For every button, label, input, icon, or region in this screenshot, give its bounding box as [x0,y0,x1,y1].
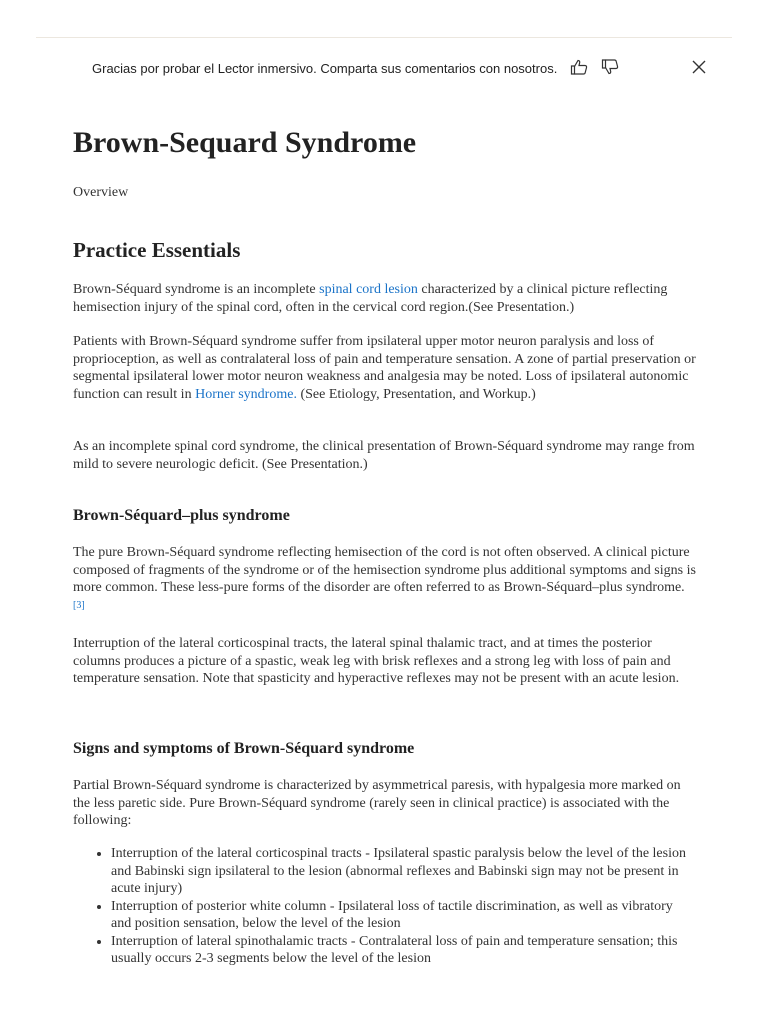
feedback-message [92,58,557,78]
section-heading-brown-sequard-plus: Brown-Séquard–plus syndrome [73,507,290,524]
section-heading-practice-essentials: Practice Essentials [73,238,241,262]
close-icon[interactable] [689,58,709,76]
list-item: • Interruption of lateral spinothalamic tracts - Contralateral loss of pain and temperature sensation; this usually occurs 2-3 segments below the level of the lesion [111,933,696,968]
horner-syndrome-link[interactable]: Horner syndrome. [195,386,297,402]
top-divider [36,37,732,38]
overview-label: Overview [73,185,129,200]
spinal-cord-lesion-link[interactable]: spinal cord lesion [319,282,418,297]
thumbs-up-icon[interactable] [569,58,589,76]
list-item: • Interruption of the lateral corticospinal tracts - Ipsilateral spastic paralysis below the level of the lesion and Babinski sign ipsilateral to the lesion (abnormal reflexes and Babinski sign may not be present in acute injury) [111,845,696,898]
thumbs-down-icon[interactable] [600,58,620,76]
page-title: Brown-Sequard Syndrome [73,126,417,159]
paragraph: Interruption of the lateral corticospinal tracts, the lateral spinal thalamic tract, and at times the posterior columns produces a picture of a spastic, weak leg with brisk reflexes and a strong leg with loss of pain and temperature sensation. Note that spasticity and hyperactive reflexes may not be present with an acute lesion. [73,636,680,686]
feedback-text: Gracias por probar el Lector inmersivo. Comparta sus comentarios con nosotros. [92,60,558,76]
paragraph: The pure Brown-Séquard syndrome reflecting hemisection of the cord is not often observed. A clinical picture composed of fragments of the syndrome or of the hemisection syndrome plus additional symptoms and signs is more common. These less-pure forms of the disorder are often referred to as Brown-Séquard–plus syndrome. [3] [73,545,696,611]
list-item: • Interruption of posterior white column - Ipsilateral loss of tactile discrimination, as well as vibratory and position sensation, below the level of the lesion [111,898,696,933]
paragraph: Patients with Brown-Séquard syndrome suffer from ipsilateral upper motor neuron paralysis and loss of proprioception, as well as contralateral loss of pain and temperature sensation. A zone of partial preservation or segmental ipsilateral lower motor neuron weakness and analgesia may be noted. Loss of ipsilateral autonomic function can result in Horner syndrome. (See Etiology, Presentation, and Workup.) [73,334,696,402]
paragraph: Partial Brown-Séquard syndrome is characterized by asymmetrical paresis, with hypalgesia more marked on the less paretic side. Pure Brown-Séquard syndrome (rarely seen in clinical practice) is associated with the following: [73,778,681,828]
section-heading-signs-symptoms: Signs and symptoms of Brown-Séquard syndrome [73,740,415,757]
paragraph: Brown-Séquard syndrome is an incomplete spinal cord lesion characterized by a clinical picture reflecting hemisection injury of the spinal cord, often in the cervical cord region.(See Presentation.) [73,282,668,315]
symptoms-list [73,845,696,968]
reference-link[interactable]: [3] [73,599,85,611]
paragraph: As an incomplete spinal cord syndrome, the clinical presentation of Brown-Séquard syndrome may range from mild to severe neurologic deficit. (See Presentation.) [73,439,695,472]
